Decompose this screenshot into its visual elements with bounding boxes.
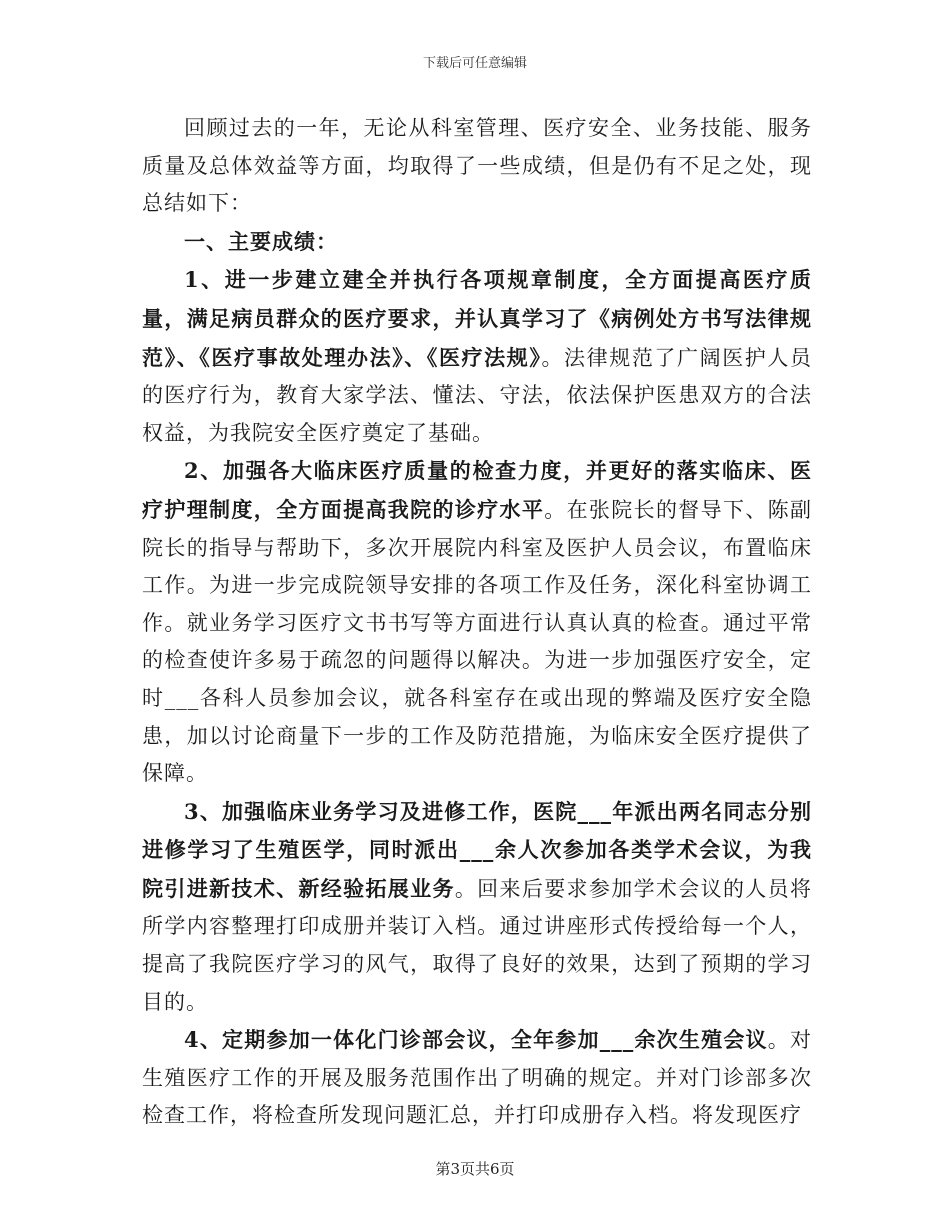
page-header: 下载后可任意编辑 (422, 56, 527, 71)
paragraph-item-3 (142, 793, 812, 1022)
paragraph-item-4 (142, 1021, 812, 1135)
paragraph-bold-text: 4、定期参加一体化门诊部会议，全年参加___余次生殖会议 (184, 1027, 768, 1053)
paragraph-text: 。在张院长的督导下、陈副院长的指导与帮助下，多次开展院内科室及医护人员会议，布置临床工作。为进一步完成院领导安排的各项工作及任务，深化科室协调工作。就业务学习医疗文书书写等方面进行认真认真的检查。通过平常的检查使许多易于疏忽的问题得以解决。为进一步加强医疗安全，定时___各科人员参加会议，就各科室存在或出现的弊端及医疗安全隐患，加以讨论商量下一步的工作及防范措施，为临床安全医疗提供了保障。 (142, 497, 813, 786)
paragraph-text: 。法律规范了广阔医护人员的医疗行为，教育大家学法、懂法、守法，依法保护医患双方的合法权益，为我院安全医疗奠定了基础。 (142, 345, 813, 445)
paragraph-intro (142, 110, 812, 223)
paragraph-bold-text: 3、加强临床业务学习及进修工作，医院___年派出两名同志分别进修学习了生殖医学，同时派出___余人次参加各类学术会议，为我院引进新技术、新经验拓展业务 (142, 798, 812, 901)
paragraph-item-2 (142, 452, 812, 792)
document-body (142, 110, 812, 1135)
page-footer: 第3页共6页 (435, 1160, 515, 1178)
section-heading (142, 223, 812, 262)
paragraph-bold-text: 1、进一步建立建全并执行各项规章制度，全方面提高医疗质量，满足病员群众的医疗要求，并认真学习了《病例处方书写法律规范》、《医疗事故处理办法》、《医疗法规》 (142, 267, 812, 370)
paragraph-item-1 (142, 261, 812, 452)
paragraph-text: 。回来后要求参加学术会议的人员将所学内容整理打印成册并装订入档。通过讲座形式传授给每一个人，提高了我院医疗学习的风气，取得了良好的效果，达到了预期的学习目的。 (142, 876, 812, 1014)
paragraph-text: 回顾过去的一年，无论从科室管理、医疗安全、业务技能、服务质量及总体效益等方面，均取得了一些成绩，但是仍有不足之处，现总结如下： (142, 116, 812, 216)
paragraph-bold-text: 2、加强各大临床医疗质量的检查力度，并更好的落实临床、医疗护理制度，全方面提高我院的诊疗水平 (142, 458, 812, 522)
heading-text: 一、主要成绩： (184, 228, 338, 254)
paragraph-text: 。对生殖医疗工作的开展及服务范围作出了明确的规定。并对门诊部多次检查工作，将检查所发现问题汇总，并打印成册存入档。将发现医疗 (142, 1028, 812, 1128)
